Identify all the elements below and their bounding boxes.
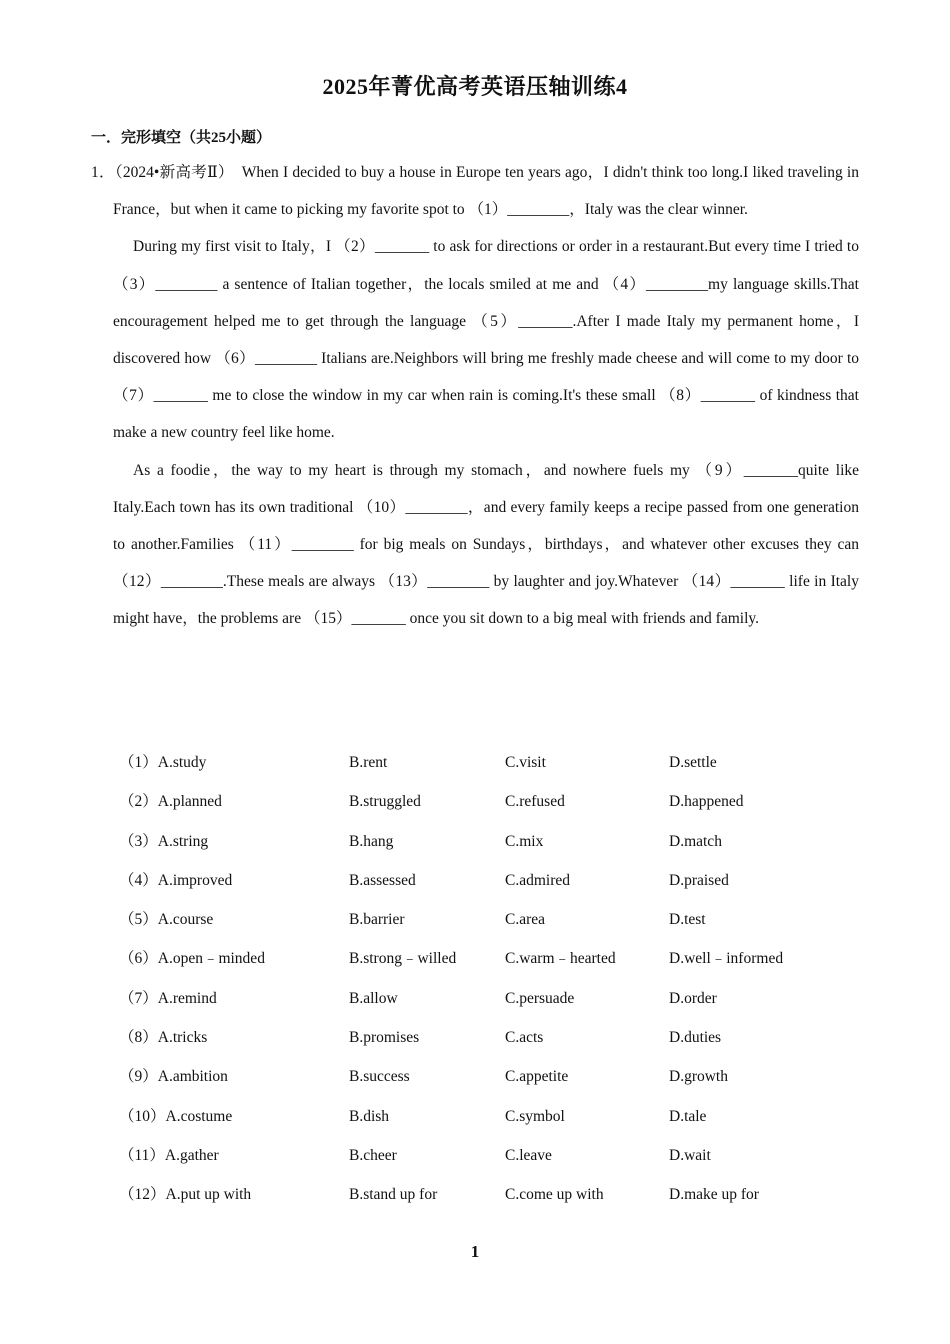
option-c: C.visit	[505, 754, 546, 771]
option-a: （6）A.open﹣minded	[119, 950, 265, 968]
option-c: C.admired	[505, 871, 570, 889]
option-row	[119, 1097, 839, 1136]
option-row	[119, 1057, 839, 1096]
answer-options-table	[119, 743, 839, 1215]
option-a: （1）A.study	[119, 754, 207, 771]
option-a: （7）A.remind	[119, 989, 217, 1007]
passage-paragraph-1	[91, 154, 859, 228]
option-a: （4）A.improved	[119, 871, 233, 889]
option-c: C.acts	[505, 1029, 544, 1047]
option-row	[119, 822, 839, 861]
option-row	[119, 1136, 839, 1175]
option-a: （11）A.gather	[119, 1146, 219, 1164]
option-row	[119, 782, 839, 821]
option-c: C.come up with	[505, 1186, 604, 1204]
option-b: B.rent	[349, 754, 388, 771]
question-number-source: 1．（2024•新高考Ⅱ）	[91, 164, 226, 181]
option-a: （2）A.planned	[119, 793, 222, 811]
option-c: C.warm﹣hearted	[505, 950, 616, 968]
option-a: （8）A.tricks	[119, 1029, 208, 1047]
option-b: B.strong﹣willed	[349, 950, 457, 968]
option-d: D.duties	[669, 1029, 722, 1047]
option-c: C.appetite	[505, 1068, 569, 1086]
option-row	[119, 743, 839, 782]
option-c: C.leave	[505, 1146, 552, 1164]
option-d: D.match	[669, 832, 722, 850]
option-row	[119, 900, 839, 939]
option-row	[119, 979, 839, 1018]
paragraph-text: When I decided to buy a house in Europe ten years ago，I didn't think too long.I liked traveling in France，but when it came to picking my favorite spot to （1）________，Italy was the clear winner.	[113, 164, 859, 219]
option-a: （3）A.string	[119, 832, 209, 850]
option-row	[119, 1175, 839, 1214]
option-d: D.test	[669, 911, 706, 929]
option-b: B.barrier	[349, 911, 405, 929]
option-d: D.wait	[669, 1146, 711, 1164]
option-d: D.settle	[669, 754, 717, 771]
option-row	[119, 861, 839, 900]
passage-paragraph-3: As a foodie，the way to my heart is through my stomach，and nowhere fuels my （9）_______quite like Italy.Each town has its own traditional （10）________，and every family keeps a recipe passed from one generation to another.Families （11）________ for big meals on Sundays，birthdays，and whatever other excuses they can （12）________.These meals are always （13）________ by laughter and joy.Whatever （14）_______ life in Italy might have，the problems are （15）_______ once you sit down to a big meal with friends and family.	[113, 461, 859, 628]
option-row	[119, 1018, 839, 1057]
option-b: B.stand up for	[349, 1186, 438, 1204]
option-d: D.well﹣informed	[669, 950, 784, 968]
option-d: D.order	[669, 989, 717, 1007]
option-d: D.happened	[669, 793, 744, 811]
option-c: C.persuade	[505, 989, 575, 1007]
option-b: B.cheer	[349, 1146, 397, 1164]
option-b: B.struggled	[349, 793, 421, 811]
option-c: C.area	[505, 911, 546, 929]
cloze-passage	[91, 154, 859, 638]
option-a: （5）A.course	[119, 911, 214, 929]
section-heading: 一．完形填空（共25小题）	[91, 130, 272, 146]
option-c: C.refused	[505, 793, 565, 811]
option-d: D.tale	[669, 1107, 707, 1125]
option-a: （9）A.ambition	[119, 1068, 228, 1086]
option-c: C.mix	[505, 832, 544, 850]
option-d: D.praised	[669, 871, 729, 889]
option-b: B.assessed	[349, 871, 416, 889]
option-a: （10）A.costume	[119, 1107, 233, 1125]
option-b: B.success	[349, 1068, 410, 1086]
option-a: （12）A.put up with	[119, 1186, 252, 1204]
option-b: B.hang	[349, 832, 394, 850]
option-b: B.promises	[349, 1029, 420, 1047]
page-number: 1	[470, 1242, 480, 1261]
option-b: B.allow	[349, 989, 398, 1007]
option-b: B.dish	[349, 1107, 390, 1125]
page-title: 2025年菁优高考英语压轴训练4	[322, 74, 628, 99]
option-c: C.symbol	[505, 1107, 565, 1125]
option-row	[119, 939, 839, 978]
option-d: D.make up for	[669, 1186, 759, 1204]
option-d: D.growth	[669, 1068, 728, 1086]
passage-paragraph-2: During my first visit to Italy，I （2）_______ to ask for directions or order in a restaurant.But every time I tried to （3）________ a sentence of Italian together，the locals smiled at me and （4）________my language skills.That encouragement helped me to get through the language （5）_______.After I made Italy my permanent home，I discovered how （6）________ Italians are.Neighbors will bring me freshly made cheese and will come to my door to （7）_______ me to close the window in my car when rain is coming.It's these small （8）_______ of kindness that make a new country feel like home.	[113, 238, 859, 442]
